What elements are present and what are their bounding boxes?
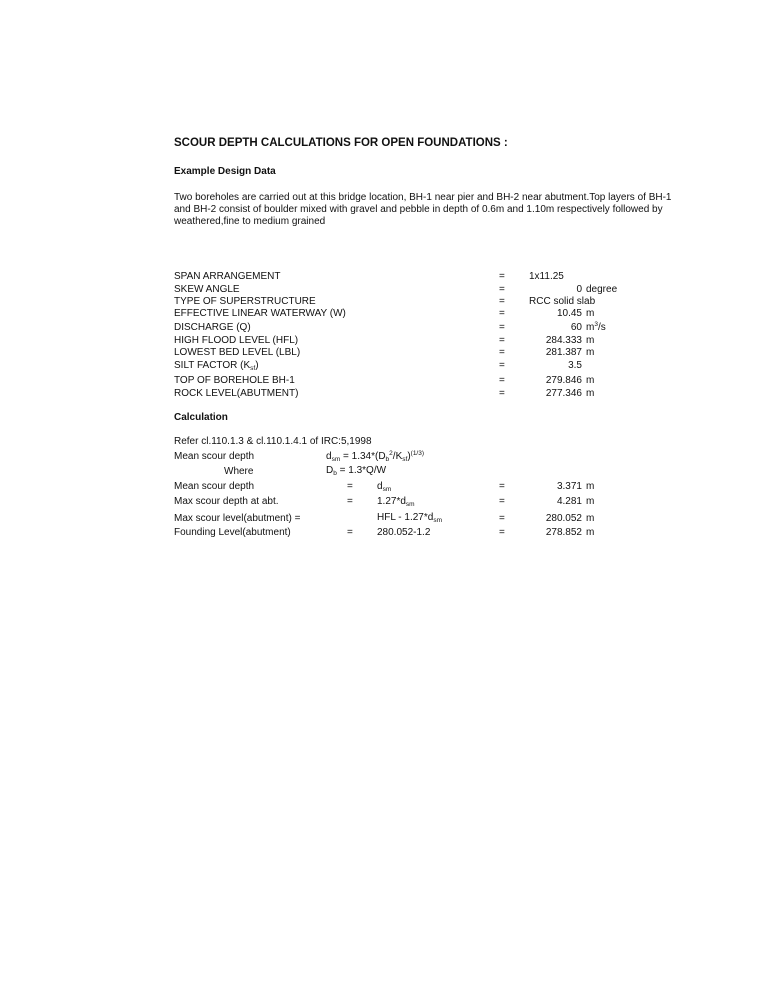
design-label: LOWEST BED LEVEL (LBL) [174,347,301,358]
calc-expression: $d_{sm}$ [377,481,392,493]
equals-sign: = [499,308,505,319]
design-value: 10.45 [556,308,582,319]
calc-expression: 280.052-1.2 [377,527,431,538]
design-label: SKEW ANGLE [174,284,240,295]
equals-sign: = [499,335,505,346]
design-label: HIGH FLOOD LEVEL (HFL) [174,335,299,346]
design-unit: m [586,375,595,386]
calc-value: 280.052 [545,513,582,524]
calc-unit: m [586,527,595,538]
design-unit: m [586,308,595,319]
calc-label: Mean scour depth [174,481,255,492]
equals-sign: = [499,496,505,507]
equals-sign: = [499,360,505,371]
design-value: 60 [570,322,582,333]
reference-note: Refer cl.110.1.3 & cl.110.1.4.1 of IRC:5,1998 [174,436,372,447]
intro-line: Two boreholes are carried out at this bridge location, BH-1 near pier and BH-2 near abutment.Top layers of BH-1 [174,192,672,203]
calc-unit: m [586,496,595,507]
calc-expression: HFL - $1.27*d_{sm}$ [377,512,442,524]
equals-sign: = [499,271,505,282]
design-label: ROCK LEVEL(ABUTMENT) [174,388,299,399]
design-label: TOP OF BOREHOLE BH-1 [174,375,295,386]
formula-db: $D_b = 1.3*Q/W$ [326,465,387,477]
calculation-heading: Calculation [174,412,228,423]
calc-label: Max scour level(abutment) = [174,513,301,524]
design-value: 284.333 [545,335,582,346]
design-unit: degree [586,284,618,295]
calc-unit: m [586,513,595,524]
design-unit: m [586,347,595,358]
calc-value: 3.371 [556,481,582,492]
design-value: 0 [576,284,582,295]
design-value: 277.346 [545,388,582,399]
design-label: EFFECTIVE LINEAR WATERWAY (W) [174,308,346,319]
formula-label: Mean scour depth [174,451,255,462]
where-label: Where [224,466,254,477]
equals-sign: = [499,375,505,386]
equals-sign: = [347,496,353,507]
equals-sign: = [499,322,505,333]
equals-sign: = [499,481,505,492]
design-value: RCC solid slab [529,296,596,307]
equals-sign: = [499,296,505,307]
design-label: SPAN ARRANGEMENT [174,271,281,282]
calc-expression: $1.27*d_{sm}$ [377,496,415,508]
design-unit: $m^3/s$ [586,321,606,333]
calc-label: Max scour depth at abt. [174,496,279,507]
intro-line: and BH-2 consist of boulder mixed with gravel and pebble in depth of 0.6m and 1.10m respectively followed by [174,204,663,215]
intro-line: weathered,fine to medium grained [174,216,326,227]
equals-sign: = [347,481,353,492]
example-heading: Example Design Data [174,166,276,177]
design-value: 281.387 [545,347,582,358]
equals-sign: = [499,388,505,399]
equals-sign: = [499,284,505,295]
design-label: SILT FACTOR $(K_{sf})$ [174,360,259,372]
calc-value: 278.852 [545,527,582,538]
calc-unit: m [586,481,595,492]
design-label: DISCHARGE (Q) [174,322,251,333]
calc-label: Founding Level(abutment) [174,527,291,538]
design-unit: m [586,335,595,346]
design-label: TYPE OF SUPERSTRUCTURE [174,296,316,307]
design-unit: m [586,388,595,399]
design-value: 279.846 [545,375,582,386]
equals-sign: = [499,513,505,524]
equals-sign: = [347,527,353,538]
formula-dsm: $d_{sm} = 1.34*(D_b^2/K_{sf})^{(1/3)}$ [326,450,425,463]
design-value: 1x11.25 [529,271,564,282]
design-value: 3.5 [568,360,582,371]
calc-value: 4.281 [556,496,582,507]
equals-sign: = [499,527,505,538]
page-title: SCOUR DEPTH CALCULATIONS FOR OPEN FOUNDATIONS : [174,137,508,149]
equals-sign: = [499,347,505,358]
